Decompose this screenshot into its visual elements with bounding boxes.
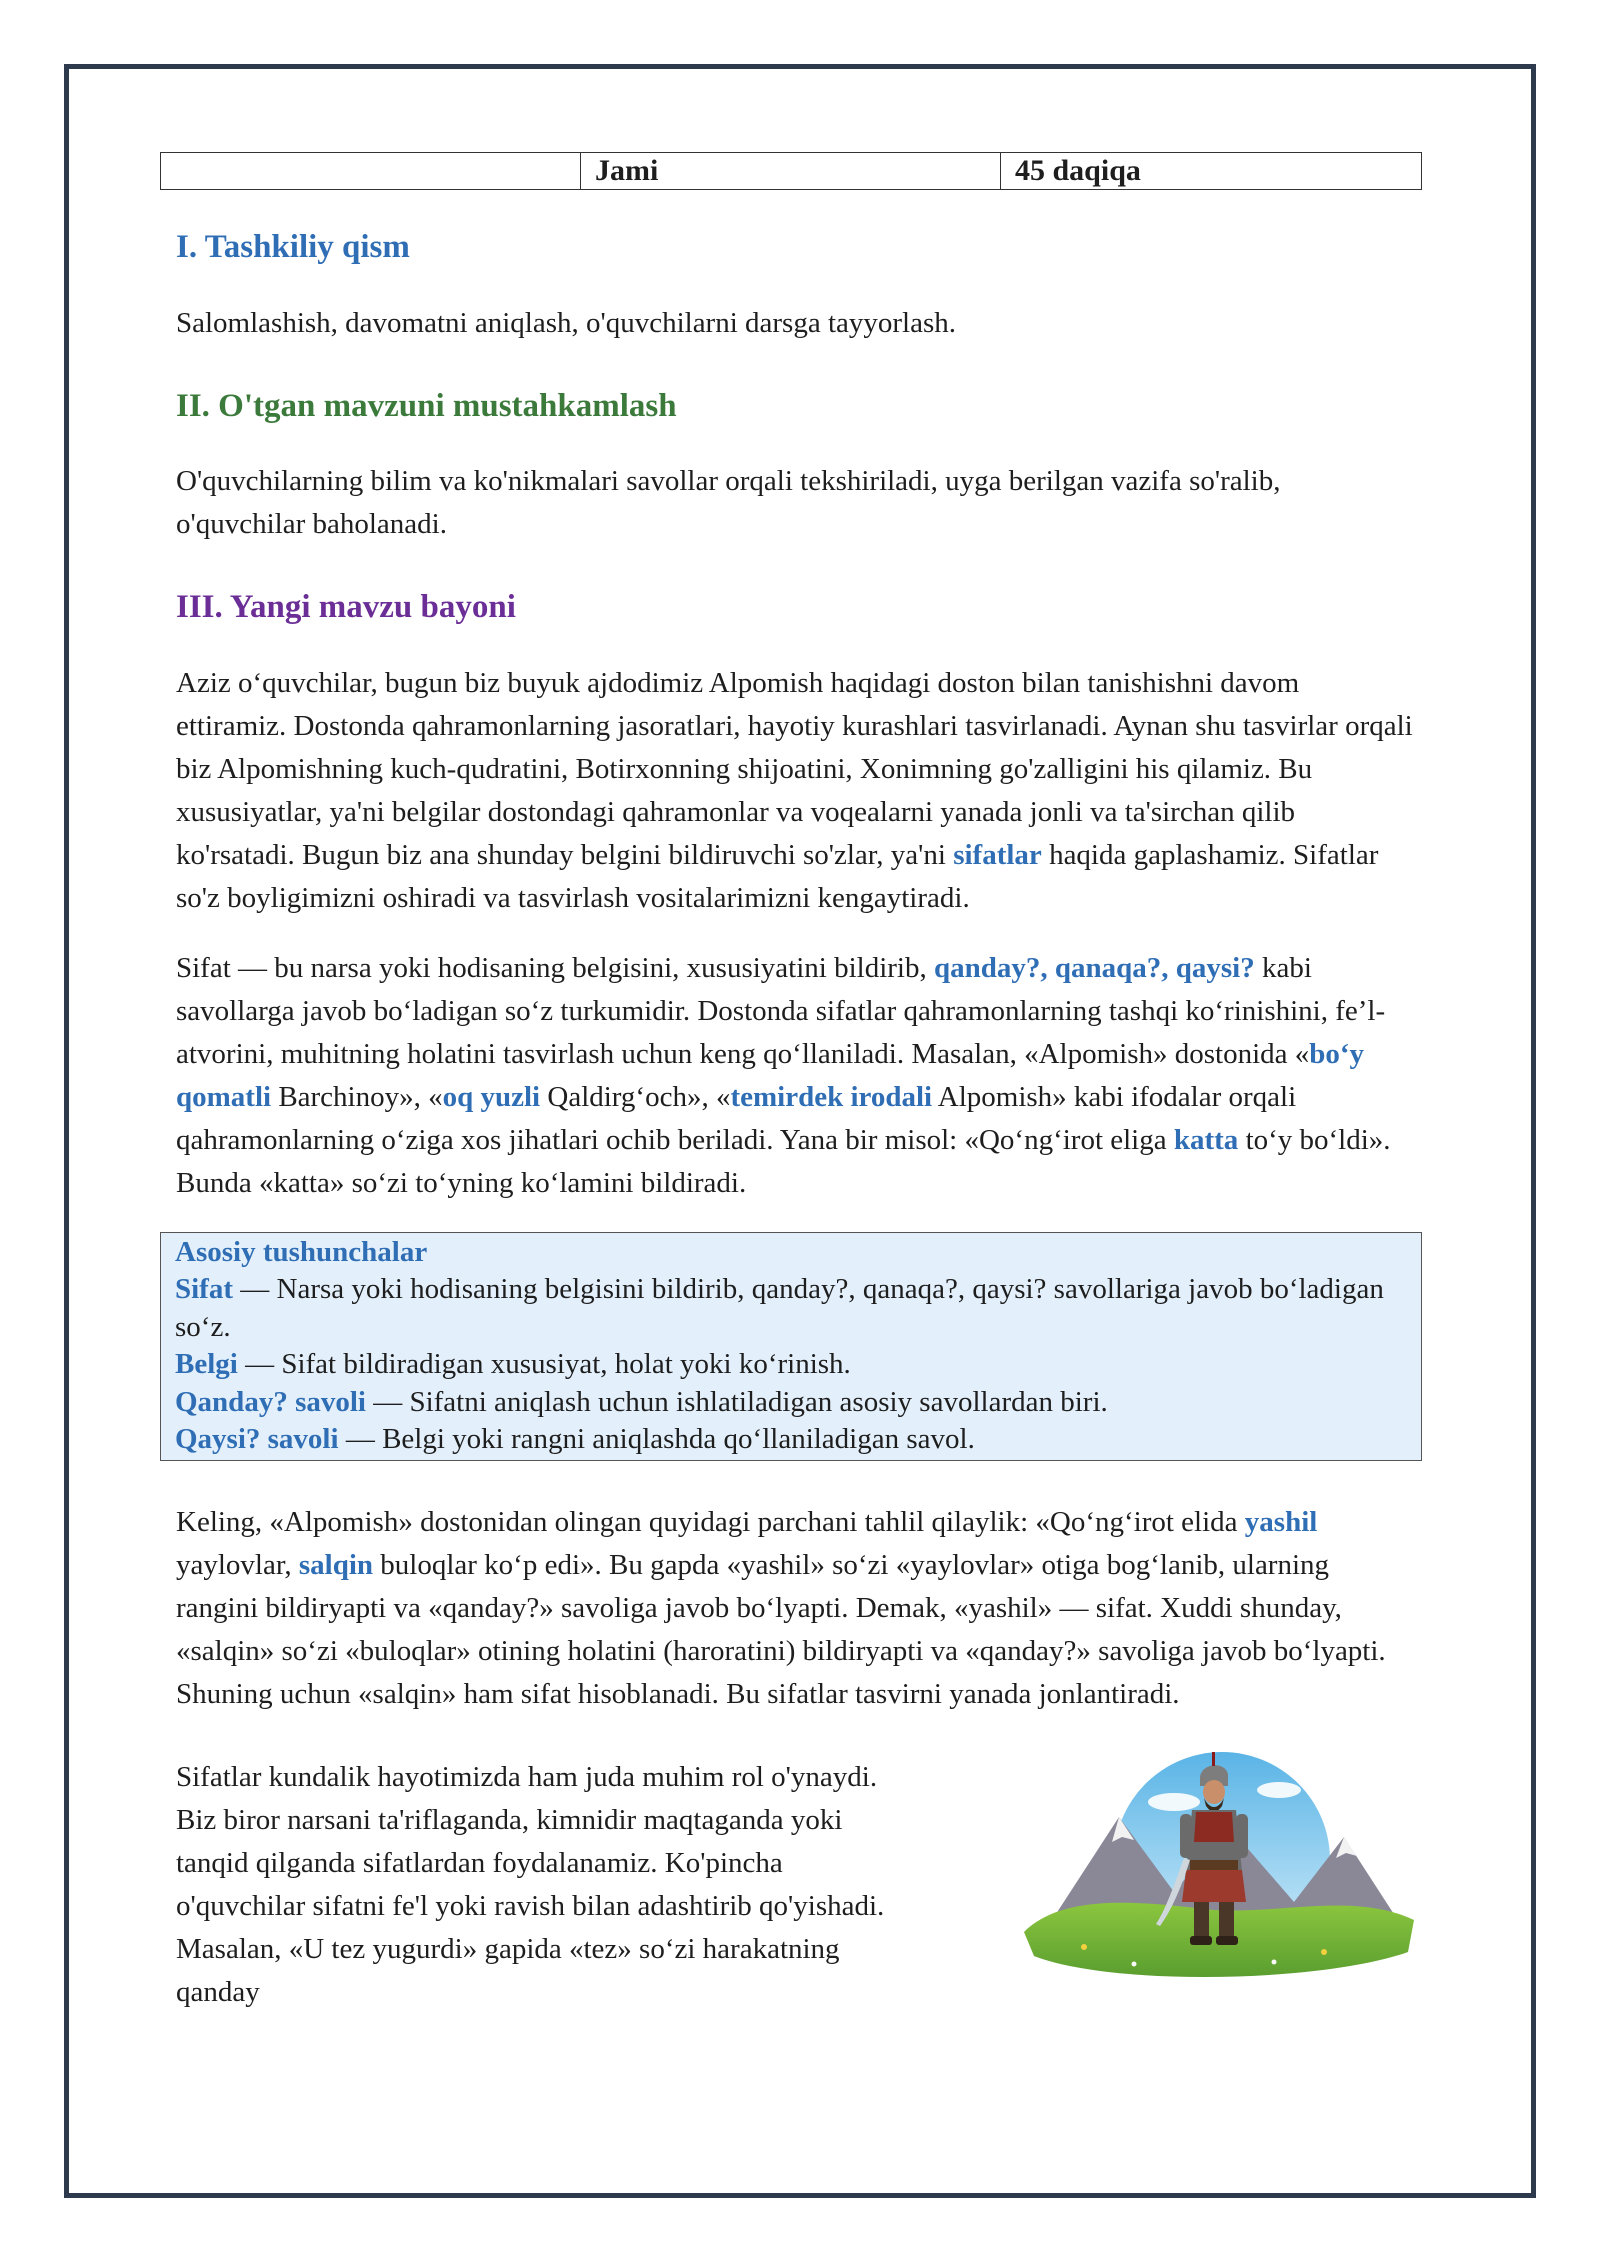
highlight-term: katta bbox=[1173, 1123, 1239, 1156]
section-text-review: O'quvchilarning bilim va ko'nikmalari savollar orqali tekshiriladi, uyga berilgan vazifa so'ralib, o'quvchilar baholanadi. bbox=[176, 465, 1281, 541]
highlight-term: oq yuzli bbox=[442, 1080, 541, 1113]
concept-term: Belgi bbox=[175, 1348, 238, 1381]
text-run: to‘y bo‘ldi». Bunda «katta» so‘zi to‘yning ko‘lamini bildiradi. bbox=[176, 1123, 1391, 1199]
key-concepts-title: Asosiy tushunchalar bbox=[175, 1235, 428, 1268]
section-heading-new-topic: III. Yangi mavzu bayoni bbox=[176, 589, 516, 626]
daily-life-section bbox=[176, 1756, 1414, 2016]
section-heading-organizational: I. Tashkiliy qism bbox=[176, 229, 410, 265]
table-row bbox=[161, 153, 1422, 190]
analysis-paragraph bbox=[176, 1501, 1414, 1716]
text-run: Aziz o‘quvchilar, bugun biz buyuk ajdodimiz Alpomish haqidagi doston bilan tanishishni davom ettiramiz. Dostonda qahramonlarning jasoratlari, hayotiy kurashlari tasvirlanadi. Aynan shu tasvirlar orqali biz Alpomishning kuch-qudratini, Botirxonning shijoatini, Xonimning go'zalligini his qilamiz. Bu xususiyatlar, ya'ni belgilar dostondagi qahramonlar va voqealarni yanada jonli va ta'sirchan qilib ko'rsatadi. Bugun biz ana shunday belgini bildiruvchi so'zlar, ya'ni bbox=[176, 666, 1413, 871]
concept-term: Sifat bbox=[175, 1273, 233, 1306]
concept-item bbox=[175, 1346, 1407, 1384]
concept-definition: — Belgi yoki rangni aniqlashda qo‘llaniladigan savol. bbox=[338, 1423, 975, 1456]
highlight-term: temirdek irodali bbox=[730, 1080, 933, 1113]
intro-paragraph bbox=[176, 662, 1414, 920]
table-cell-total-label: Jami bbox=[581, 153, 1001, 190]
text-run: Qaldirg‘och», « bbox=[540, 1080, 731, 1113]
highlight-term: salqin bbox=[298, 1548, 374, 1581]
text-run: Keling, «Alpomish» dostonidan olingan quyidagi parchani tahlil qilaylik: «Qo‘ng‘irot elida bbox=[176, 1505, 1245, 1538]
section-text-organizational: Salomlashish, davomatni aniqlash, o'quvchilarni darsga tayyorlash. bbox=[176, 306, 957, 339]
table-cell-empty bbox=[161, 153, 581, 190]
table-cell-total-time: 45 daqiqa bbox=[1001, 153, 1422, 190]
warrior-in-mountains-illustration bbox=[1024, 1742, 1414, 1992]
text-run: kabi savollarga javob bo‘ladigan so‘z turkumidir. Dostonda sifatlar qahramonlarning tashqi ko‘rinishini, fe’l-atvorini, muhitning holatini tasvirlash uchun keng qo‘llaniladi. Masalan, «Alpomish» dostonida « bbox=[176, 951, 1386, 1070]
concept-term: Qanday? savoli bbox=[175, 1385, 366, 1418]
highlight-term: yashil bbox=[1244, 1505, 1318, 1538]
text-run: Alpomish» kabi ifodalar orqali qahramonlarning o‘ziga xos jihatlari ochib beriladi. Yana bir misol: «Qo‘ng‘irot eliga bbox=[176, 1080, 1297, 1156]
definition-paragraph bbox=[176, 947, 1414, 1205]
concept-item bbox=[175, 1271, 1407, 1346]
text-run: Barchinoy», « bbox=[271, 1080, 443, 1113]
text-run: yaylovlar, bbox=[176, 1548, 299, 1581]
concept-term: Qaysi? savoli bbox=[175, 1423, 339, 1456]
key-concepts-box bbox=[160, 1232, 1422, 1461]
concept-definition: — Sifatni aniqlash uchun ishlatiladigan asosiy savollardan biri. bbox=[365, 1385, 1108, 1418]
text-run: Sifat — bu narsa yoki hodisaning belgisini, xususiyatini bildirib, bbox=[176, 951, 934, 984]
daily-life-paragraph: Sifatlar kundalik hayotimizda ham juda muhim rol o'ynaydi. Biz biror narsani ta'riflaganda, kimnidir maqtaganda yoki tanqid qilganda sifatlardan foydalanamiz. Ko'pincha o'quvchilar sifatni fe'l yoki ravish bilan adashtirib qo'yishadi. Masalan, «U tez yugurdi» gapida «tez» so‘zi harakatning qanday bbox=[176, 1760, 885, 2008]
concept-definition: — Narsa yoki hodisaning belgisini bildirib, qanday?, qanaqa?, qaysi? savollariga javob bo‘ladigan so‘z. bbox=[175, 1273, 1384, 1343]
lesson-body bbox=[160, 228, 1422, 1205]
lesson-content bbox=[160, 152, 1422, 2016]
section-heading-review: II. O'tgan mavzuni mustahkamlash bbox=[176, 387, 677, 424]
text-run: buloqlar ko‘p edi». Bu gapda «yashil» so‘zi «yaylovlar» otiga bog‘lanib, ularning rangini bildiryapti va «qanday?» savoliga javob bo‘lyapti. Demak, «yashil» — sifat. Xuddi shunday, «salqin» so‘zi «buloqlar» otining holatini (haroratini) bildiryapti va «qanday?» savoliga javob bo‘lyapti. Shuning uchun «salqin» ham sifat hisoblanadi. Bu sifatlar tasvirni yanada jonlantiradi. bbox=[176, 1548, 1386, 1710]
concept-definition: — Sifat bildiradigan xususiyat, holat yoki ko‘rinish. bbox=[237, 1348, 851, 1381]
time-table bbox=[160, 152, 1422, 190]
text-run: haqida gaplashamiz. Sifatlar so'z boyligimizni oshiradi va tasvirlash vositalarimizni kengaytiradi. bbox=[176, 838, 1379, 914]
highlight-term: qanday?, qanaqa?, qaysi? bbox=[933, 951, 1255, 984]
highlight-term: bo‘y qomatli bbox=[176, 1037, 1365, 1113]
concept-item bbox=[175, 1384, 1407, 1422]
lesson-body-continued bbox=[160, 1501, 1422, 2016]
highlight-term: sifatlar bbox=[953, 838, 1042, 871]
concept-item bbox=[175, 1421, 1407, 1459]
